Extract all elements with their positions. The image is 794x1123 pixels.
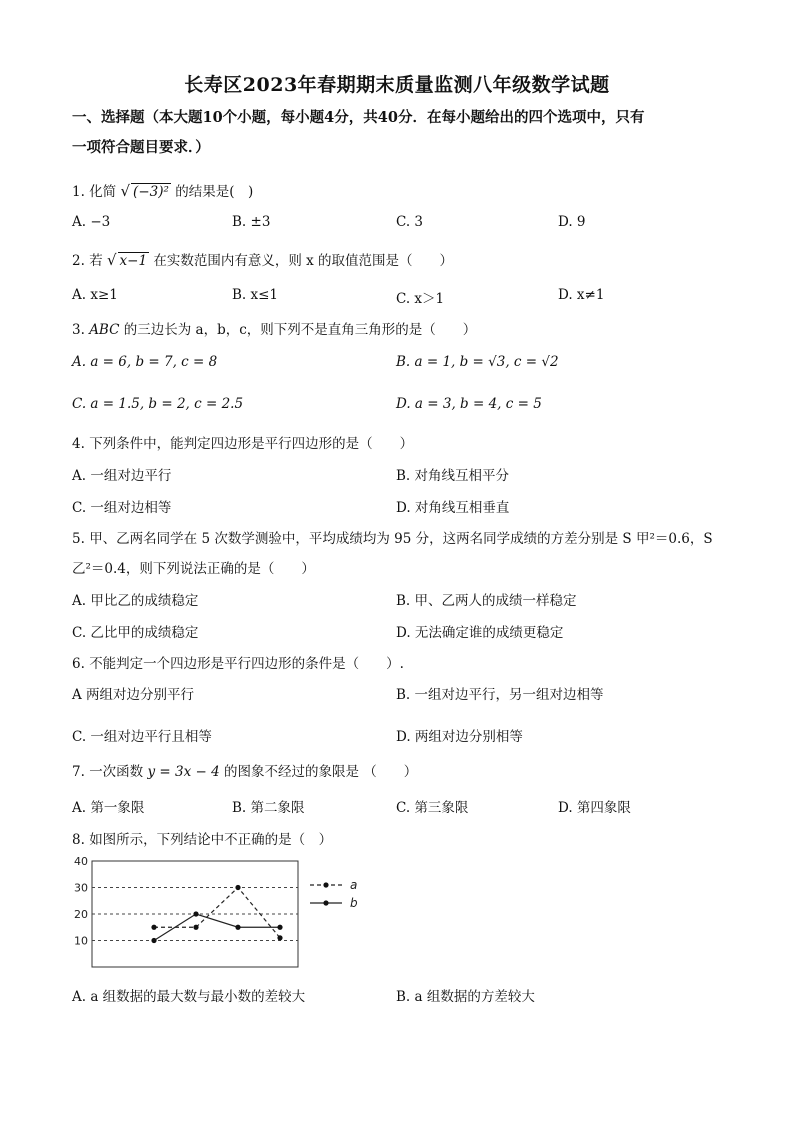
option: B. x≤1 — [232, 287, 279, 303]
option: A. −3 — [72, 214, 111, 230]
option: A 两组对边分别平行 — [72, 687, 195, 703]
option: D. 无法确定谁的成绩更稳定 — [396, 625, 564, 641]
question-3 — [72, 318, 476, 338]
option: A. a = 6, b = 7, c = 8 — [72, 354, 218, 370]
option: B. 一组对边平行，另一组对边相等 — [396, 687, 604, 703]
y-tick-label: 30 — [74, 881, 88, 895]
question-text: 如图所示，下列结论中不正确的是（ ） — [89, 832, 333, 848]
series-line-b — [154, 914, 280, 941]
question-7 — [72, 760, 417, 780]
question-text: 一次函数 — [89, 764, 144, 780]
option: D. 对角线互相垂直 — [396, 500, 510, 516]
question-1 — [72, 180, 253, 200]
y-tick-label: 10 — [74, 934, 88, 948]
radicand: x−1 — [119, 253, 148, 269]
question-text: 下列条件中，能判定四边形是平行四边形的是（ ） — [89, 436, 414, 452]
option: D. 9 — [558, 214, 586, 230]
question-6 — [72, 652, 404, 672]
question-8 — [72, 828, 332, 848]
question-number: 2. — [72, 253, 85, 269]
y-tick-label: 40 — [74, 855, 88, 868]
y-tick-label: 20 — [74, 908, 88, 921]
question-number: 3. — [72, 322, 85, 338]
data-point-b — [151, 938, 156, 943]
option: D. 第四象限 — [558, 800, 631, 816]
option: A. 甲比乙的成绩稳定 — [72, 593, 199, 609]
question-number: 1. — [72, 184, 85, 200]
option: A. x≥1 — [72, 287, 118, 303]
option: A. 第一象限 — [72, 800, 145, 816]
question-2 — [72, 249, 453, 269]
sqrt-symbol: √ — [106, 251, 117, 269]
question-text: 化简 — [89, 184, 117, 200]
question-text: 在实数范围内有意义，则 x 的取值范围是（ ） — [153, 253, 454, 269]
option: B. 甲、乙两人的成绩一样稳定 — [396, 593, 577, 609]
question-text: 甲、乙两名同学在 5 次数学测验中，平均成绩均为 95 分，这两名同学成绩的方差分别是 S 甲²＝0.6，S — [89, 531, 713, 547]
triangle-name: ABC — [89, 322, 120, 338]
option: D. 两组对边分别相等 — [396, 729, 523, 745]
legend-label-a: a — [350, 878, 358, 892]
legend-marker-a — [323, 882, 328, 887]
option: C. 3 — [396, 214, 424, 230]
option: B. ±3 — [232, 214, 271, 230]
function-expression: y = 3x − 4 — [147, 764, 220, 780]
question-text: 的三边长为 a，b，c，则下列不是直角三角形的是（ ） — [123, 322, 477, 338]
data-point-a — [193, 925, 198, 930]
section-heading-line1: 一、选择题（本大题10个小题，每小题4分，共40分．在每小题给出的四个选项中，只有 — [72, 109, 645, 126]
question-number: 7. — [72, 764, 85, 780]
sqrt-symbol: √ — [120, 182, 131, 200]
question-number: 4. — [72, 436, 85, 452]
option: C. 第三象限 — [396, 800, 469, 816]
data-point-b — [235, 925, 240, 930]
option: D. x≠1 — [558, 287, 605, 303]
data-point-b — [277, 925, 282, 930]
question-number: 6. — [72, 656, 85, 672]
option: A. 一组对边平行 — [72, 468, 172, 484]
question-text: 若 — [89, 253, 103, 269]
option: B. a = 1, b = √3, c = √2 — [396, 354, 559, 370]
question-text: 不能判定一个四边形是平行四边形的条件是（ ）. — [89, 656, 404, 672]
data-point-b — [193, 911, 198, 916]
question-text: 的图象不经过的象限是 （ ） — [224, 764, 418, 780]
page-title: 长寿区2023年春期期末质量监测八年级数学试题 — [184, 74, 610, 96]
section-heading-line2: 一项符合题目要求．） — [72, 139, 210, 156]
option: B. 对角线互相平分 — [396, 468, 510, 484]
radicand: (−3)² — [133, 184, 169, 200]
series-line-a — [154, 888, 280, 938]
question-5-line1 — [72, 527, 713, 547]
question-number: 5. — [72, 531, 85, 547]
section-heading — [72, 103, 732, 163]
question-4 — [72, 432, 413, 452]
option: C. 乙比甲的成绩稳定 — [72, 625, 199, 641]
data-point-a — [277, 935, 282, 940]
option: B. a 组数据的方差较大 — [396, 989, 535, 1005]
option: C. 一组对边相等 — [72, 500, 172, 516]
data-point-a — [235, 885, 240, 890]
option: C. a = 1.5, b = 2, c = 2.5 — [72, 396, 244, 412]
option: C. x＞1 — [396, 291, 445, 307]
line-chart — [70, 855, 380, 975]
option: A. a 组数据的最大数与最小数的差较大 — [72, 989, 306, 1005]
legend-marker-b — [323, 900, 328, 905]
data-point-a — [151, 925, 156, 930]
question-5-line2: 乙²＝0.4，则下列说法正确的是（ ） — [72, 561, 315, 577]
option: C. 一组对边平行且相等 — [72, 729, 212, 745]
question-text: 的结果是( ) — [175, 184, 254, 200]
option: D. a = 3, b = 4, c = 5 — [396, 396, 542, 412]
option: B. 第二象限 — [232, 800, 305, 816]
question-number: 8. — [72, 832, 85, 848]
legend-label-b: b — [350, 896, 358, 910]
